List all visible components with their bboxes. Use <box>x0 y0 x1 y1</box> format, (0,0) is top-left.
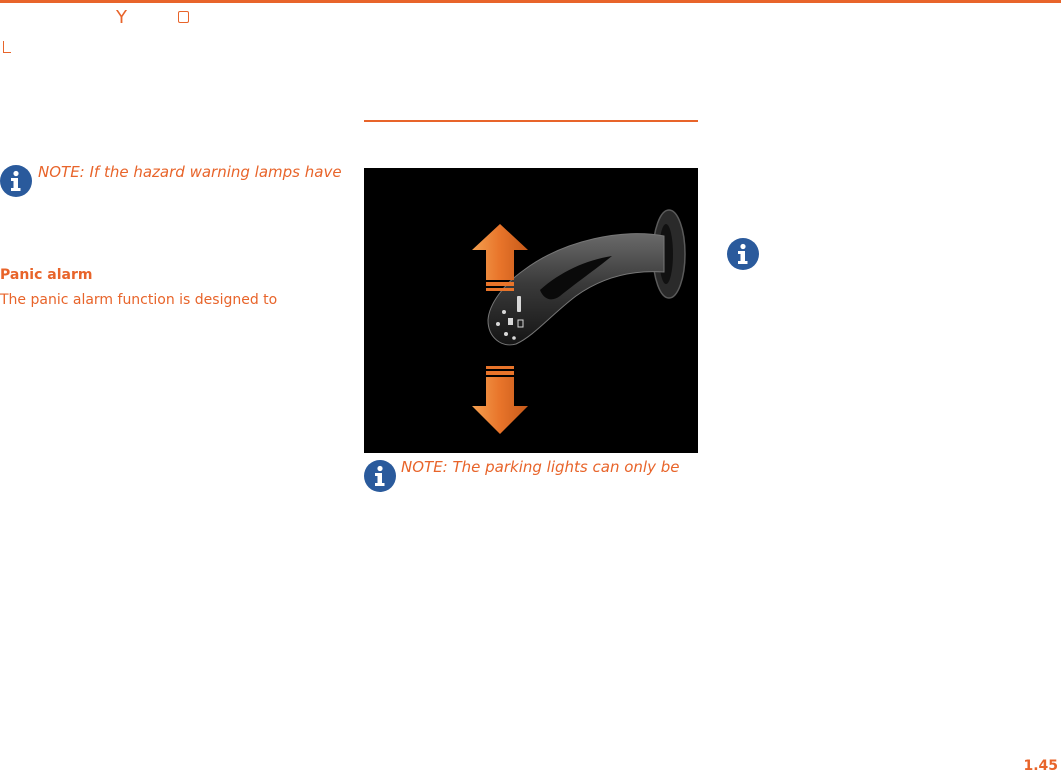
top-rule <box>0 0 1061 3</box>
section-rule <box>364 120 698 122</box>
info-icon <box>0 165 32 197</box>
info-icon <box>727 238 759 270</box>
header-glyph-y: Y <box>116 7 127 28</box>
down-arrow-icon <box>472 366 528 434</box>
section-heading-panic-alarm: Panic alarm <box>0 267 93 283</box>
page-number: 1.45 <box>1023 758 1058 774</box>
info-icon <box>364 460 396 492</box>
hazard-lamps-note: NOTE: If the hazard warning lamps have <box>38 163 342 181</box>
header-glyph-box-icon <box>178 11 189 23</box>
stalk-lever-icon <box>488 234 664 345</box>
panic-alarm-body-text: The panic alarm function is designed to <box>0 292 278 308</box>
lighting-stalk-figure <box>364 168 698 453</box>
parking-lights-note: NOTE: The parking lights can only be <box>401 458 680 476</box>
figure-illustration <box>364 168 698 453</box>
header-corner-mark-icon <box>3 41 11 53</box>
